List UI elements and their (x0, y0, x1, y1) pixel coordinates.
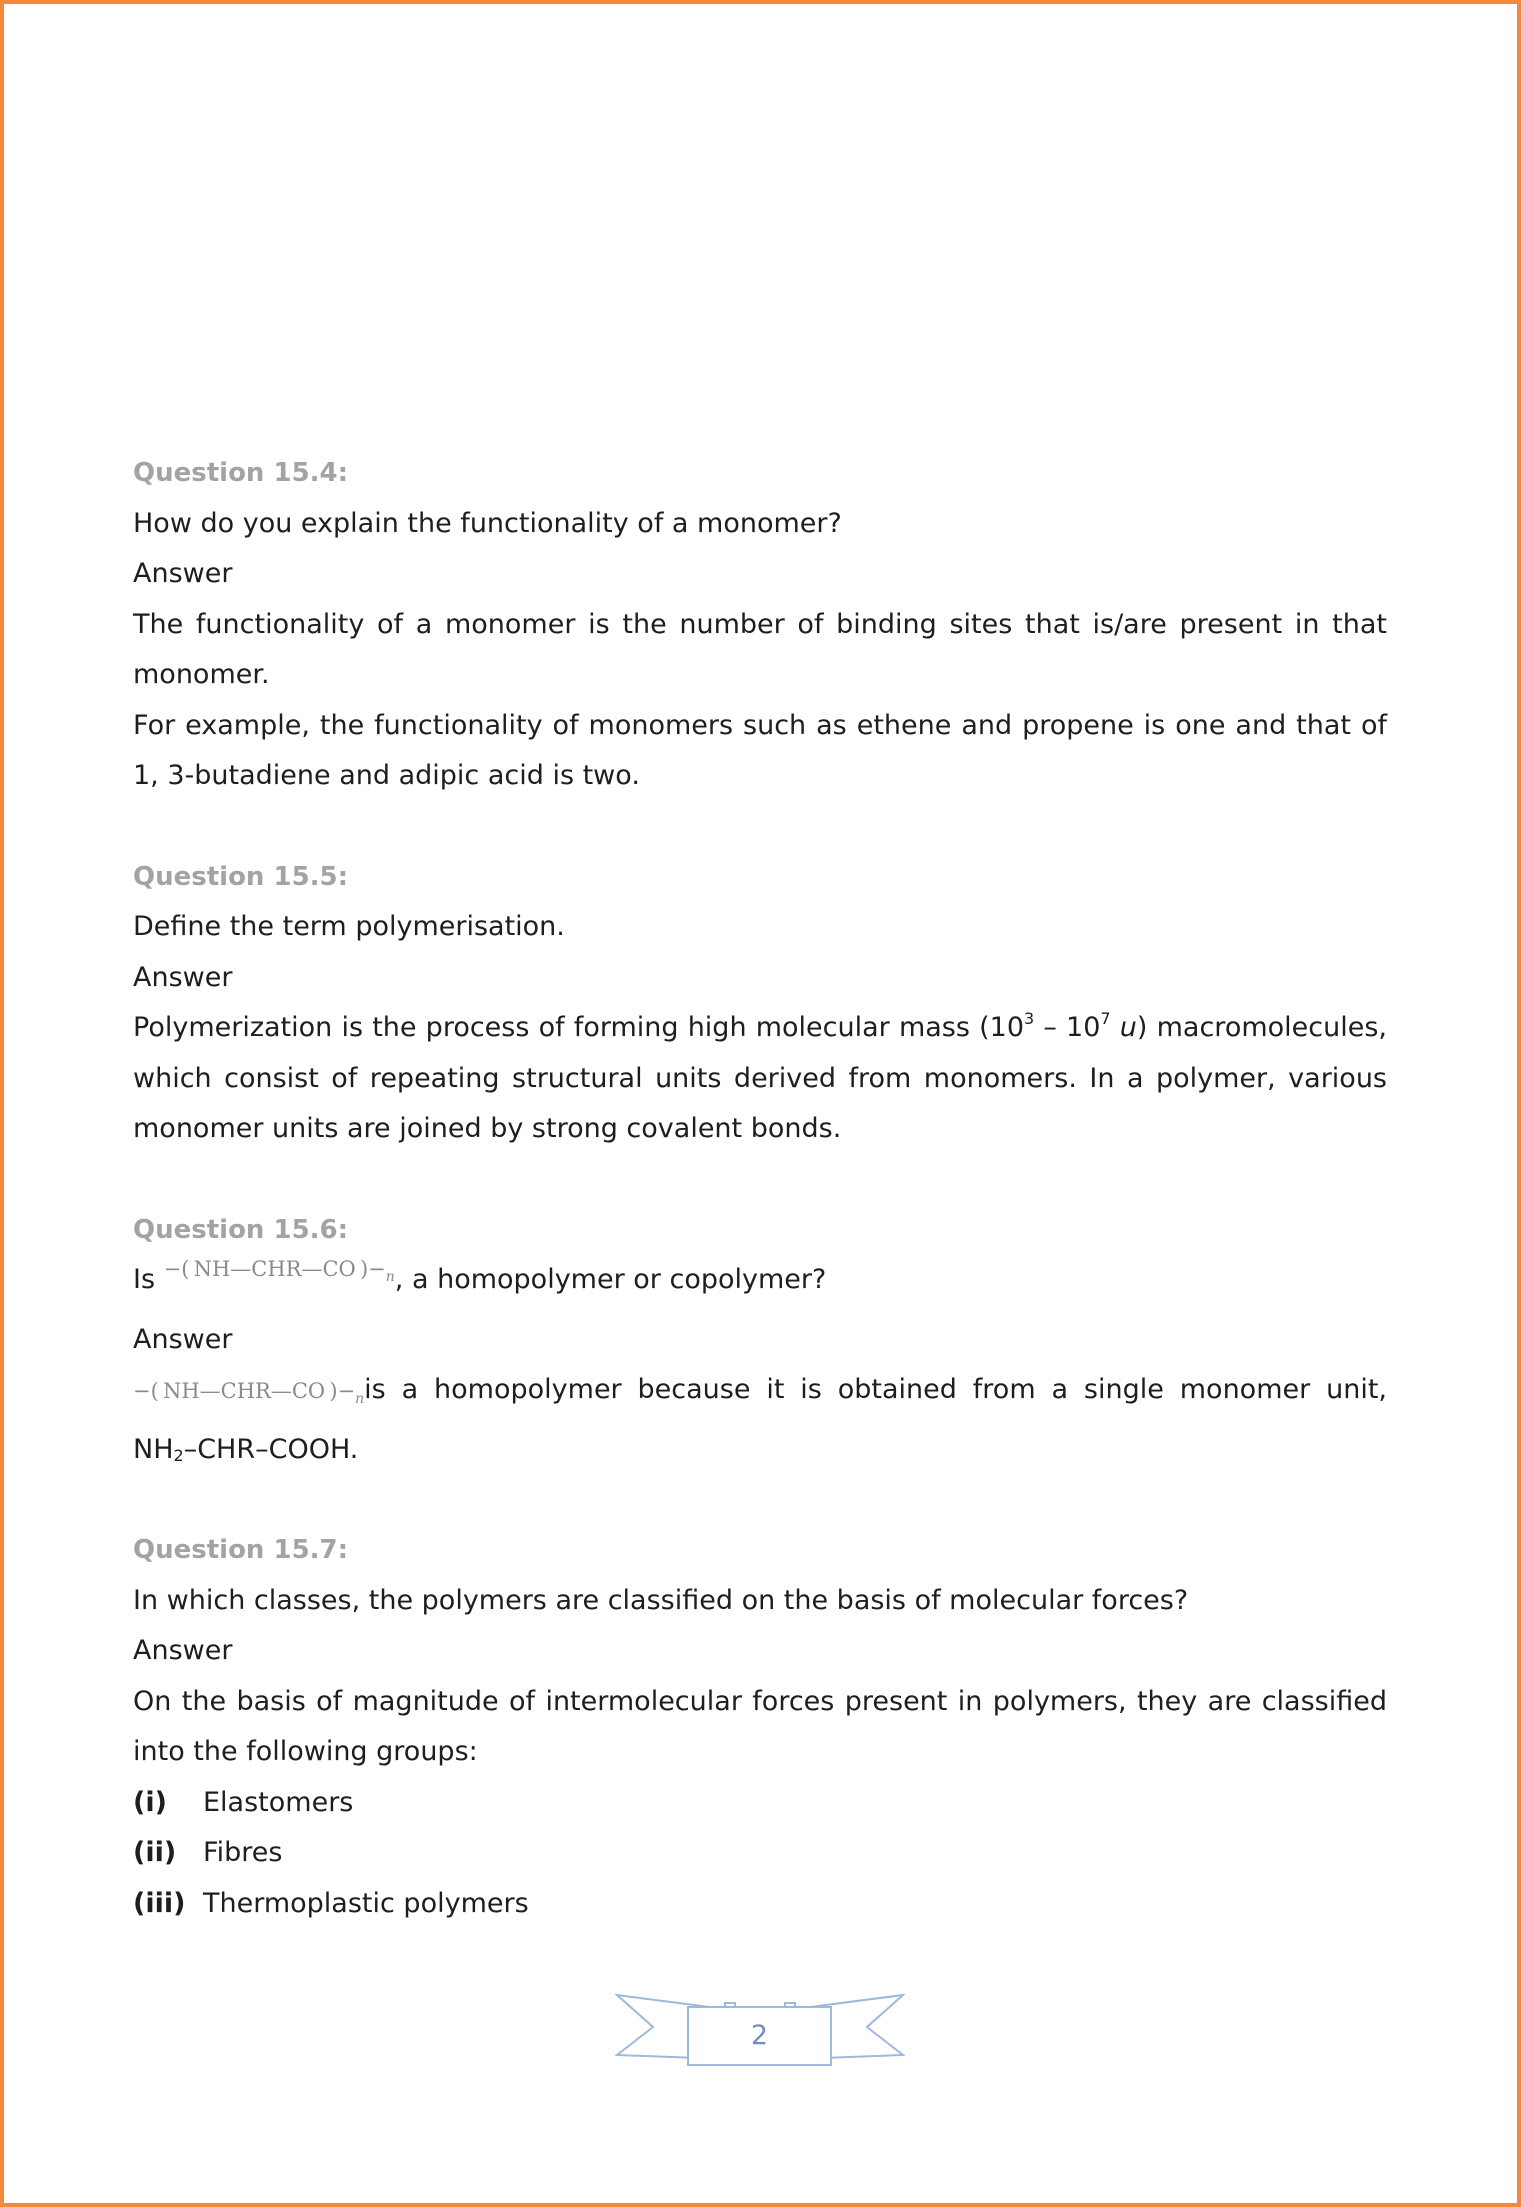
answer-label: Answer (133, 558, 233, 589)
monomer-formula: $NH_2-CHR$–COOH. (133, 1433, 359, 1465)
answer-paragraph: Polymerization is the process of forming high molecular mass ($10^3 - 10^7$ u) macromolecules, which consist of repeating structural units derived from monomers. In a polymer, various monomer units are joined by strong covalent bonds. (133, 1009, 1387, 1144)
list-item (133, 1828, 1387, 1879)
list-number: (iii) (133, 1887, 186, 1919)
question-15-4 (133, 448, 1387, 802)
answer-paragraph: −( NH—CHR—CO )$-_nis$ a homopolymer because it is obtained from a single monomer unit, (133, 1374, 1387, 1407)
question-15-5 (133, 852, 1387, 1155)
list-text: Fibres (203, 1837, 283, 1868)
question-text: How do you explain the functionality of a monomer? (133, 507, 842, 539)
question-15-7 (133, 1525, 1387, 1929)
page-number-ribbon (615, 1993, 905, 2071)
list-item (133, 1879, 1387, 1930)
page-number: 2 (750, 2020, 769, 2051)
question-title: Question 15.6: (133, 1214, 349, 1245)
list-number: (i) (133, 1786, 167, 1818)
question-15-6 (133, 1205, 1387, 1476)
polymer-formula: −( NH—CHR—CO )$-_n$ (133, 1379, 365, 1407)
question-title: Question 15.7: (133, 1535, 349, 1565)
answer-label: Answer (133, 1323, 233, 1355)
list-number: (ii) (133, 1837, 177, 1868)
question-title: Question 15.4: (133, 458, 349, 488)
question-text: In which classes, the polymers are classified on the basis of molecular forces? (133, 1584, 1189, 1616)
list-item (133, 1778, 1387, 1829)
question-text: Define the term polymerisation. (133, 911, 565, 942)
answer-label: Answer (133, 1635, 233, 1666)
list-text: Thermoplastic polymers (203, 1887, 529, 1919)
question-text: Is $^{-( NH—CHR—CO )-_n}$, a homopolymer or copolymer? (133, 1257, 827, 1295)
answer-paragraph: On the basis of magnitude of intermolecular forces present in polymers, they are classified into the following groups: (133, 1685, 1387, 1767)
answer-paragraph: The functionality of a monomer is the number of binding sites that is/are present in that monomer. (133, 608, 1387, 690)
list-text: Elastomers (203, 1786, 354, 1818)
answer-paragraph: For example, the functionality of monomers such as ethene and propene is one and that of 1, 3-butadiene and adipic acid is two. (133, 709, 1387, 791)
document-content (133, 448, 1387, 1929)
question-title: Question 15.5: (133, 861, 349, 892)
polymer-formula: −( NH—CHR—CO )−n (163, 1257, 395, 1285)
answer-label: Answer (133, 961, 233, 993)
